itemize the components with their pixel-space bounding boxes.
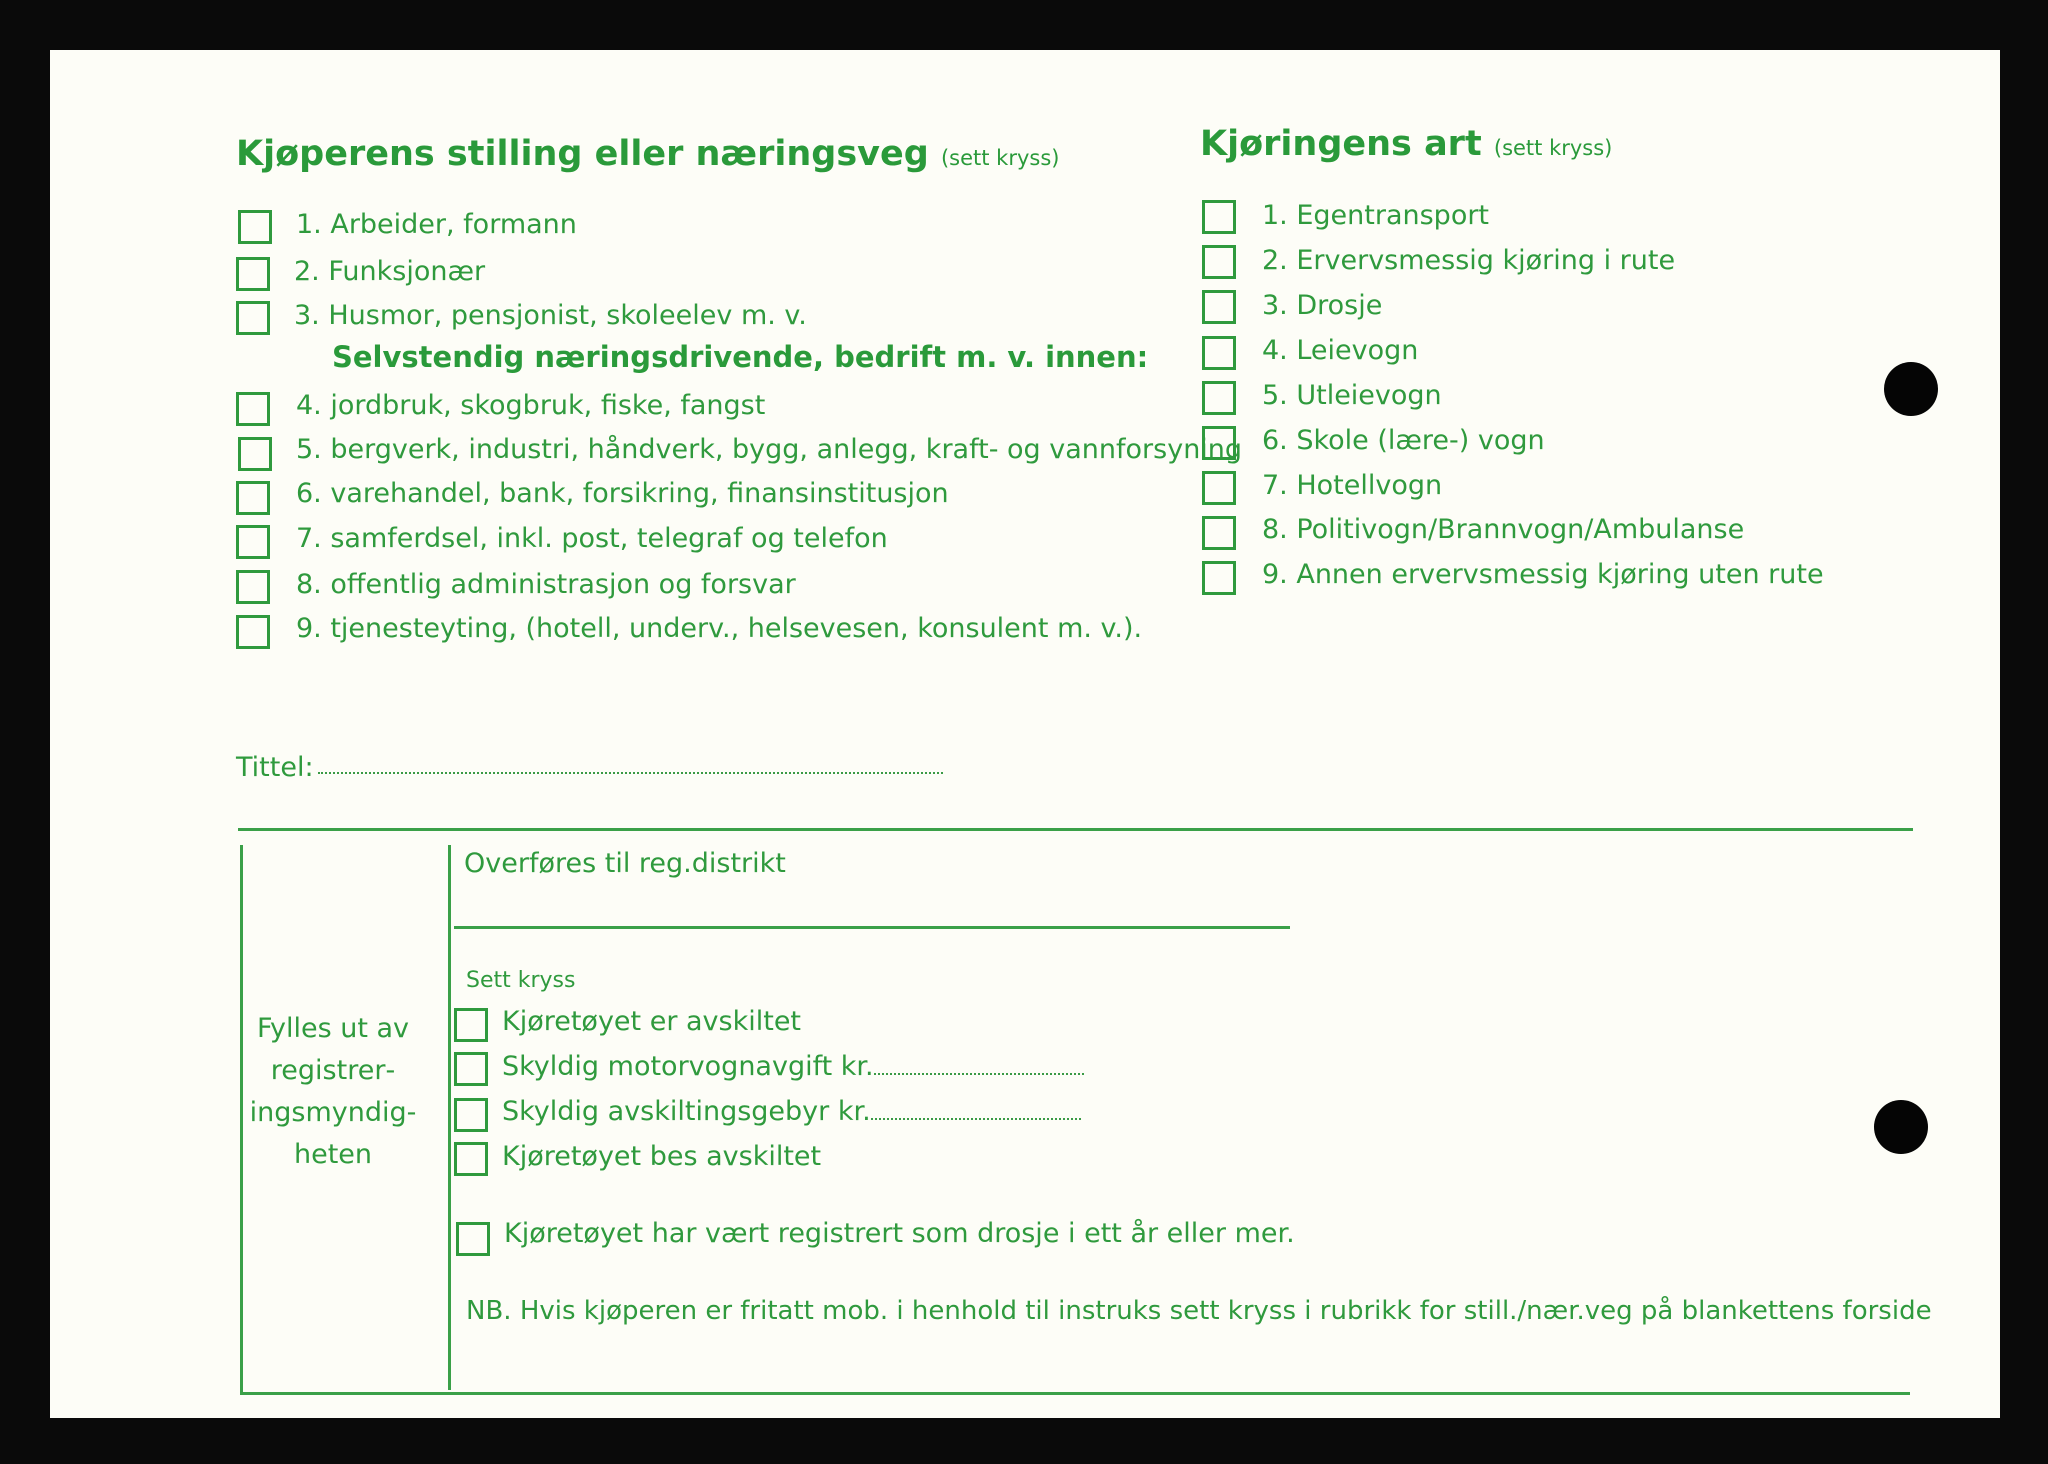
trip-checkbox-9[interactable] — [1202, 561, 1236, 595]
trip-item-1: 1. Egentransport — [1262, 200, 1490, 231]
trip-checkbox-4[interactable] — [1202, 336, 1236, 370]
buyer-title-note: (sett kryss) — [940, 146, 1060, 170]
registry-note: NB. Hvis kjøperen er fritatt mob. i henhold til instruks sett kryss i rubrikk for still./nær.veg på blankettens forside — [466, 1296, 1932, 1326]
buyer-item-8: 8. offentlig administrasjon og forsvar — [296, 569, 796, 600]
registry-bottom-border — [240, 1392, 1910, 1395]
registry-item-3 — [502, 1096, 1081, 1127]
registry-item-2 — [502, 1051, 1084, 1082]
trip-checkbox-1[interactable] — [1202, 200, 1236, 234]
buyer-checkbox-3[interactable] — [236, 301, 270, 335]
buyer-item-7: 7. samferdsel, inkl. post, telegraf og telefon — [296, 523, 888, 554]
tittel-label: Tittel: — [236, 752, 314, 783]
trip-item-9: 9. Annen ervervsmessig kjøring uten rute — [1262, 559, 1824, 590]
buyer-checkbox-8[interactable] — [236, 570, 270, 604]
trip-item-8: 8. Politivogn/Brannvogn/Ambulanse — [1262, 514, 1745, 545]
trip-checkbox-7[interactable] — [1202, 471, 1236, 505]
buyer-item-3: 3. Husmor, pensjonist, skoleelev m. v. — [294, 300, 807, 331]
buyer-item-5: 5. bergverk, industri, håndverk, bygg, anlegg, kraft- og vannforsyning — [296, 434, 1243, 465]
buyer-checkbox-5[interactable] — [238, 437, 272, 471]
buyer-section-title — [236, 134, 1059, 174]
registry-checkbox-taxi[interactable] — [456, 1222, 490, 1256]
registry-checkbox-4[interactable] — [454, 1142, 488, 1176]
trip-item-5: 5. Utleievogn — [1262, 380, 1442, 411]
trip-item-7: 7. Hotellvogn — [1262, 470, 1443, 501]
registry-side-label: Fylles ut av registreringsmyndigheten — [249, 1013, 417, 1170]
registry-item-1: Kjøretøyet er avskiltet — [502, 1006, 802, 1037]
buyer-item-2: 2. Funksjonær — [294, 256, 486, 287]
buyer-subheading: Selvstendig næringsdrivende, bedrift m. v. innen: — [332, 340, 1149, 374]
trip-item-3: 3. Drosje — [1262, 290, 1383, 321]
punch-hole-bottom — [1874, 1100, 1928, 1154]
trip-title-note: (sett kryss) — [1493, 136, 1613, 160]
trip-title-text: Kjøringens art — [1200, 124, 1482, 164]
registry-item-2-text: Skyldig motorvognavgift kr. — [502, 1051, 874, 1082]
buyer-checkbox-1[interactable] — [238, 210, 272, 244]
trip-checkbox-2[interactable] — [1202, 245, 1236, 279]
buyer-title-text: Kjøperens stilling eller næringsveg — [236, 134, 929, 174]
motorvognavgift-amount-line[interactable] — [874, 1073, 1084, 1075]
registry-taxi-item: Kjøretøyet har vært registrert som drosje i ett år eller mer. — [504, 1218, 1295, 1249]
tittel-input-line[interactable] — [318, 772, 943, 774]
buyer-checkbox-4[interactable] — [236, 392, 270, 426]
buyer-item-4: 4. jordbruk, skogbruk, fiske, fangst — [296, 390, 766, 421]
avskiltingsgebyr-amount-line[interactable] — [871, 1118, 1081, 1120]
transfer-input-line[interactable] — [454, 926, 1290, 929]
trip-item-4: 4. Leievogn — [1262, 335, 1419, 366]
buyer-checkbox-9[interactable] — [236, 615, 270, 649]
trip-checkbox-5[interactable] — [1202, 381, 1236, 415]
buyer-item-1: 1. Arbeider, formann — [296, 209, 577, 240]
registry-item-3-text: Skyldig avskiltingsgebyr kr. — [502, 1096, 871, 1127]
cross-label: Sett kryss — [466, 968, 576, 993]
trip-checkbox-6[interactable] — [1202, 426, 1236, 460]
buyer-item-6: 6. varehandel, bank, forsikring, finansinstitusjon — [296, 478, 949, 509]
registry-checkbox-1[interactable] — [454, 1008, 488, 1042]
trip-section-title — [1200, 124, 1612, 164]
registry-divider — [448, 845, 451, 1390]
transfer-label: Overføres til reg.distrikt — [464, 848, 786, 879]
trip-checkbox-3[interactable] — [1202, 290, 1236, 324]
trip-item-6: 6. Skole (lære-) vogn — [1262, 425, 1545, 456]
registry-top-border — [238, 828, 1913, 831]
registry-checkbox-3[interactable] — [454, 1098, 488, 1132]
trip-checkbox-8[interactable] — [1202, 516, 1236, 550]
registry-item-4: Kjøretøyet bes avskiltet — [502, 1141, 822, 1172]
buyer-item-9: 9. tjenesteyting, (hotell, underv., helsevesen, konsulent m. v.). — [296, 613, 1143, 644]
registry-checkbox-2[interactable] — [454, 1052, 488, 1086]
buyer-checkbox-7[interactable] — [236, 525, 270, 559]
buyer-checkbox-6[interactable] — [236, 481, 270, 515]
punch-hole-top — [1884, 362, 1938, 416]
buyer-checkbox-2[interactable] — [236, 257, 270, 291]
trip-item-2: 2. Ervervsmessig kjøring i rute — [1262, 245, 1676, 276]
